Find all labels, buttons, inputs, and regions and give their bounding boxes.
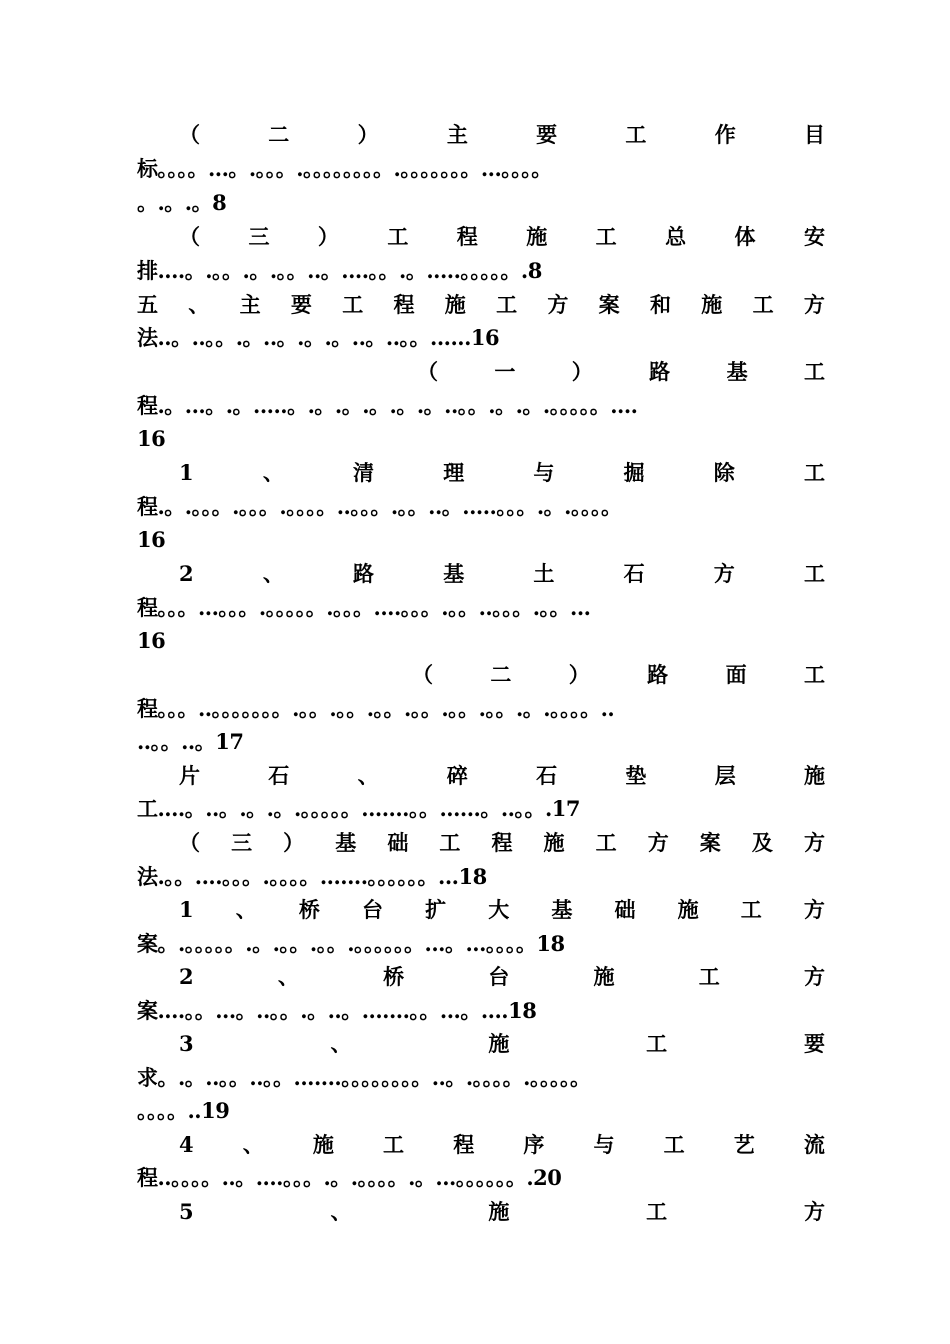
toc-line (179, 759, 825, 793)
toc-token: 程 (393, 292, 415, 317)
toc-token: 工 (803, 460, 825, 485)
toc-token: 流 (803, 1132, 825, 1157)
toc-token: 工 (803, 561, 825, 586)
toc-token: 桥 (383, 964, 405, 989)
toc-token: 面 (725, 662, 747, 687)
toc-line: 标。。。。...。.。。。.。。。。。。。。.。。。。。。。...。。。。 (137, 156, 552, 181)
toc-token: 路 (647, 662, 669, 687)
toc-line: 。.。.。8 (137, 190, 227, 215)
toc-token: 、 (262, 460, 284, 485)
toc-line: 程.。.。。。.。。。.。。。。..。。。.。。..。.....。。。.。.。。。。 (137, 494, 622, 519)
toc-token: 层 (714, 763, 736, 788)
toc-token: 础 (387, 830, 409, 855)
toc-token: 和 (649, 292, 671, 317)
toc-token: 方 (803, 292, 825, 317)
toc-token: 一 (494, 359, 516, 384)
toc-line (179, 456, 825, 490)
toc-token: 、 (357, 763, 379, 788)
toc-line (417, 355, 825, 389)
toc-token: 施 (488, 1199, 510, 1224)
toc-line (412, 658, 825, 692)
toc-line (179, 1128, 825, 1162)
toc-token: 2 (179, 964, 194, 989)
toc-token: 片 (179, 763, 200, 788)
toc-token: 工 (646, 1031, 668, 1056)
toc-token: 五 (137, 292, 158, 317)
toc-token: 基 (726, 359, 748, 384)
toc-token: 1 (179, 460, 194, 485)
toc-token: 工 (439, 830, 461, 855)
toc-token: 5 (179, 1199, 194, 1224)
toc-token: 总 (665, 224, 687, 249)
toc-token: 1 (179, 897, 194, 922)
toc-token: 施 (543, 830, 565, 855)
toc-token: 路 (353, 561, 374, 586)
toc-token: ） (571, 359, 593, 384)
toc-token: 方 (803, 964, 825, 989)
toc-token: 施 (677, 897, 699, 922)
toc-line: 法..。..。。.。..。.。.。..。..。。......16 (137, 325, 500, 350)
toc-token: 工 (496, 292, 518, 317)
toc-line (179, 893, 825, 927)
toc-token: 石 (623, 561, 645, 586)
toc-line: 程..。。。。..。....。。。.。.。。。。.。...。。。。。。.20 (137, 1165, 562, 1190)
toc-line: 程。。。..。。。。。。。.。。.。。.。。.。。.。。.。。.。.。。。。.. (137, 696, 615, 721)
toc-token: 础 (614, 897, 636, 922)
toc-line: 16 (137, 527, 166, 552)
toc-line: 排....。.。。.。.。。..。....。。.。.....。。。。。.8 (137, 258, 542, 283)
toc-token: 工 (383, 1132, 405, 1157)
toc-token: 施 (701, 292, 723, 317)
toc-token: ） (568, 662, 590, 687)
toc-token: 主 (446, 122, 468, 147)
toc-token: 、 (330, 1031, 352, 1056)
toc-token: 扩 (425, 897, 447, 922)
toc-token: 基 (335, 830, 357, 855)
toc-token: 工 (625, 122, 647, 147)
toc-token: ） (357, 122, 379, 147)
toc-line: 16 (137, 628, 166, 653)
toc-token: 土 (533, 561, 555, 586)
toc-token: 、 (330, 1199, 352, 1224)
toc-token: 路 (649, 359, 671, 384)
toc-token: 程 (453, 1132, 475, 1157)
toc-token: 二 (490, 662, 512, 687)
toc-token: 方 (647, 830, 669, 855)
toc-token: 垫 (625, 763, 647, 788)
toc-token: 要 (804, 1031, 825, 1056)
toc-token: 程 (491, 830, 513, 855)
toc-token: 二 (268, 122, 290, 147)
toc-line: 16 (137, 426, 166, 451)
toc-token: 工 (646, 1199, 668, 1224)
toc-line: 程.。...。.。.....。.。.。.。.。.。..。。.。.。.。。。。。.... (137, 393, 638, 418)
toc-line (179, 1027, 825, 1061)
toc-token: 、 (188, 292, 210, 317)
toc-token: 工 (803, 359, 825, 384)
toc-token: 、 (262, 561, 284, 586)
toc-token: 要 (290, 292, 312, 317)
toc-token: 方 (713, 561, 735, 586)
toc-token: 除 (713, 460, 735, 485)
toc-token: 工 (342, 292, 364, 317)
toc-token: 掘 (623, 460, 645, 485)
toc-token: 方 (547, 292, 569, 317)
toc-token: 作 (714, 122, 736, 147)
toc-line (179, 826, 825, 860)
toc-token: 理 (443, 460, 465, 485)
toc-line: 工....。..。.。.。.。。。。。.......。。......。..。。.17 (137, 796, 580, 821)
toc-token: 碎 (446, 763, 468, 788)
toc-token: ） (317, 224, 339, 249)
toc-token: 案 (699, 830, 721, 855)
toc-token: 与 (593, 1132, 615, 1157)
toc-token: 施 (526, 224, 548, 249)
toc-token: 施 (312, 1132, 334, 1157)
toc-token: 3 (179, 1031, 194, 1056)
toc-token: 2 (179, 561, 194, 586)
toc-line (179, 557, 825, 591)
toc-token: 三 (231, 830, 253, 855)
toc-token: 与 (533, 460, 555, 485)
toc-token: 方 (803, 897, 825, 922)
toc-token: 施 (444, 292, 466, 317)
toc-line: ..。。..。17 (137, 729, 244, 754)
toc-token: 工 (740, 897, 762, 922)
toc-token: 程 (456, 224, 478, 249)
toc-token: 工 (387, 224, 409, 249)
toc-token: 桥 (298, 897, 320, 922)
toc-token: 工 (698, 964, 720, 989)
toc-token: 工 (595, 830, 617, 855)
toc-line (179, 220, 825, 254)
toc-token: 目 (803, 122, 825, 147)
toc-token: 石 (268, 763, 290, 788)
toc-token: 及 (751, 830, 773, 855)
toc-token: 施 (803, 763, 825, 788)
toc-token: （ (179, 122, 200, 147)
toc-token: 体 (734, 224, 756, 249)
toc-token: ） (283, 830, 305, 855)
toc-line: 。。。。..19 (137, 1098, 230, 1123)
toc-token: 安 (803, 224, 825, 249)
toc-line (179, 1195, 825, 1229)
toc-token: 工 (752, 292, 774, 317)
toc-token: （ (179, 224, 200, 249)
toc-token: 工 (663, 1132, 685, 1157)
toc-token: 4 (179, 1132, 194, 1157)
toc-token: 清 (353, 460, 374, 485)
toc-line (179, 118, 825, 152)
toc-token: 艺 (733, 1132, 755, 1157)
toc-token: 、 (242, 1132, 264, 1157)
toc-token: 序 (523, 1132, 545, 1157)
toc-token: 施 (593, 964, 615, 989)
toc-token: （ (412, 662, 433, 687)
toc-token: 方 (803, 830, 825, 855)
toc-token: 台 (362, 897, 383, 922)
toc-token: 台 (488, 964, 510, 989)
toc-token: （ (179, 830, 200, 855)
toc-token: 主 (239, 292, 261, 317)
toc-token: （ (417, 359, 438, 384)
toc-token: 三 (248, 224, 270, 249)
toc-line: 案....。。...。..。。.。..。.......。。...。....18 (137, 998, 537, 1023)
toc-token: 石 (536, 763, 558, 788)
toc-line (179, 960, 825, 994)
toc-line: 案。.。。。。。.。.。。.。。.。。。。。。...。...。。。。18 (137, 931, 565, 956)
toc-line (137, 288, 825, 322)
toc-line: 求。.。..。。..。。.......。。。。。。。。..。.。。。。.。。。。。 (137, 1065, 591, 1090)
toc-line: 法.。。....。。。.。。。。.......。。。。。。...18 (137, 864, 487, 889)
toc-token: 工 (803, 662, 825, 687)
toc-token: 要 (536, 122, 558, 147)
toc-token: 大 (488, 897, 510, 922)
toc-token: 、 (235, 897, 257, 922)
toc-token: 基 (551, 897, 573, 922)
toc-token: 施 (488, 1031, 510, 1056)
toc-token: 工 (595, 224, 617, 249)
toc-token: 方 (804, 1199, 825, 1224)
toc-line: 程。。。...。。。.。。。。。.。。。....。。。.。。..。。。.。。... (137, 595, 591, 620)
toc-token: 、 (277, 964, 299, 989)
toc-token: 基 (443, 561, 465, 586)
toc-token: 案 (598, 292, 620, 317)
